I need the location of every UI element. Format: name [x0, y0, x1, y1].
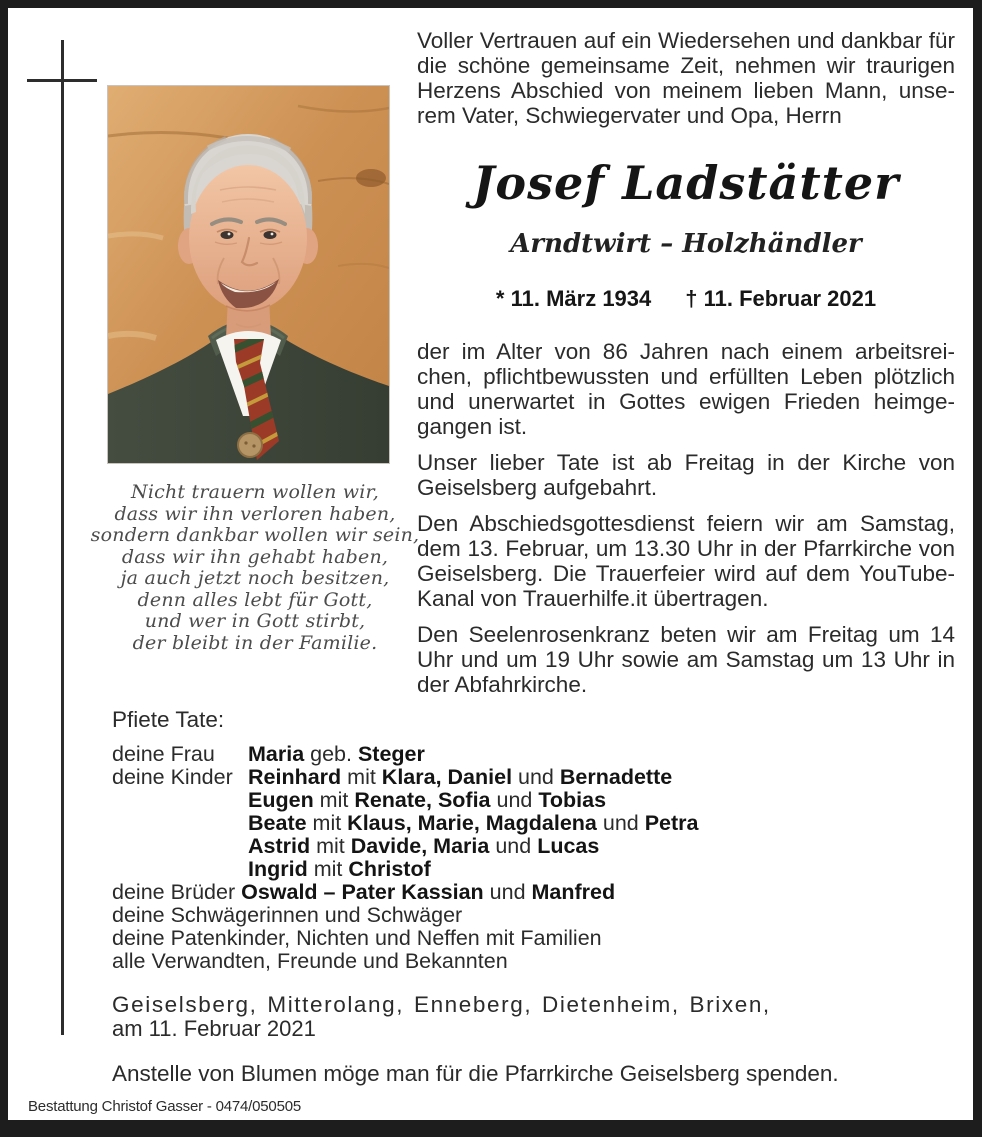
portrait-photo [107, 85, 390, 464]
relation-names: Maria geb. Steger [248, 742, 425, 766]
portrait-illustration [108, 86, 389, 463]
paragraph: Unser lieber Tate ist ab Freitag in der Kirche von Geiselsberg aufgebahrt. [417, 450, 955, 500]
relatives-line: deine Patenkinder, Nichten und Neffen mit Familien [112, 926, 602, 950]
paragraph: Den Seelenrosenkranz beten wir am Freitag um 14 Uhr und um 19 Uhr sowie am Samstag um 13 Uhr in der Abfahrkirche. [417, 622, 955, 697]
family-row [112, 766, 957, 789]
family-row [112, 743, 957, 766]
deceased-title: Arndtwirt – Holzhändler [510, 229, 862, 259]
poem-line: Nicht trauern wollen wir, [131, 481, 379, 503]
poem-line: dass wir ihn gehabt haben, [121, 545, 389, 568]
relatives-lines [112, 881, 957, 973]
donation-note: Anstelle von Blumen möge man für die Pfarrkirche Geiselsberg spenden. [112, 1061, 839, 1086]
relation-label [112, 858, 248, 881]
farewell-section [112, 708, 957, 1087]
relation-names: Reinhard mit Klara, Daniel und Bernadette [248, 765, 673, 789]
memorial-poem [77, 482, 433, 654]
family-list [112, 743, 957, 973]
eye [221, 231, 234, 239]
memorial-cross-icon [61, 40, 64, 1035]
announcement-column [417, 28, 955, 697]
announcement-date: am 11. Februar 2021 [112, 1016, 316, 1041]
relation-label: deine Frau [112, 742, 215, 766]
relation-label [112, 812, 248, 835]
poem-line: der bleibt in der Familie. [132, 631, 378, 654]
poem-line: dass wir ihn verloren haben, [114, 502, 396, 525]
places-line [112, 993, 957, 1041]
deceased-name: Josef Ladstätter [472, 156, 900, 210]
family-row [112, 789, 957, 812]
farewell-heading: Pfiete Tate: [112, 707, 225, 732]
life-dates [417, 286, 955, 312]
relation-names: Eugen mit Renate, Sofia und Tobias [248, 788, 607, 812]
poem-line: denn alles lebt für Gott, [137, 588, 373, 611]
relation-label [112, 835, 248, 858]
relatives-line: deine Schwägerinnen und Schwäger [112, 903, 463, 927]
poem-line: ja auch jetzt noch besitzen, [120, 567, 390, 589]
relation-label [112, 789, 248, 812]
relatives-line: alle Verwandten, Freunde und Bekannten [112, 949, 508, 973]
paragraph: der im Alter von 86 Jahren nach einem arbeitsreichen, pflichtbewussten und erfüllten Leben plötzlich und unerwartet in Gottes ewigen Frieden heimgegangen ist. [417, 339, 955, 439]
relation-label: deine Kinder [112, 765, 233, 789]
relation-names: Ingrid mit Christof [248, 857, 431, 881]
family-row [112, 835, 957, 858]
family-row [112, 812, 957, 835]
paragraph: Den Abschiedsgottesdienst feiern wir am Samstag, dem 13. Februar, um 13.30 Uhr in der Pfarrkirche von Geiselsberg. Die Trauerfeier wird auf dem YouTube-Kanal von Trauerhilfe.it übertragen. [417, 511, 955, 611]
relatives-line: deine Brüder Oswald – Pater Kassian und Manfred [112, 880, 616, 904]
relation-names: Beate mit Klaus, Marie, Magdalena und Petra [248, 811, 699, 835]
announcement-paragraphs [417, 339, 955, 697]
family-row [112, 858, 957, 881]
obituary-card [8, 8, 973, 1120]
funeral-home-footer: Bestattung Christof Gasser - 0474/050505 [28, 1098, 302, 1115]
eye [264, 231, 277, 239]
relation-names: Astrid mit Davide, Maria und Lucas [248, 834, 600, 858]
death-date: † 11. Februar 2021 [685, 286, 877, 311]
memorial-cross-icon [27, 79, 97, 82]
places-text: Geiselsberg, Mitterolang, Enneberg, Dietenheim, Brixen, [112, 992, 771, 1017]
poem-line: sondern dankbar wollen wir sein, [90, 524, 420, 546]
intro-text: Voller Vertrauen auf ein Wiedersehen und dankbar für die schöne gemeinsame Zeit, nehmen wir traurigen Herzens Abschied von meinem lieben Mann, unserem Vater, Schwiegervater und Opa, Herrn [417, 28, 955, 128]
birth-date: * 11. März 1934 [495, 286, 652, 311]
poem-line: und wer in Gott stirbt, [144, 610, 366, 632]
